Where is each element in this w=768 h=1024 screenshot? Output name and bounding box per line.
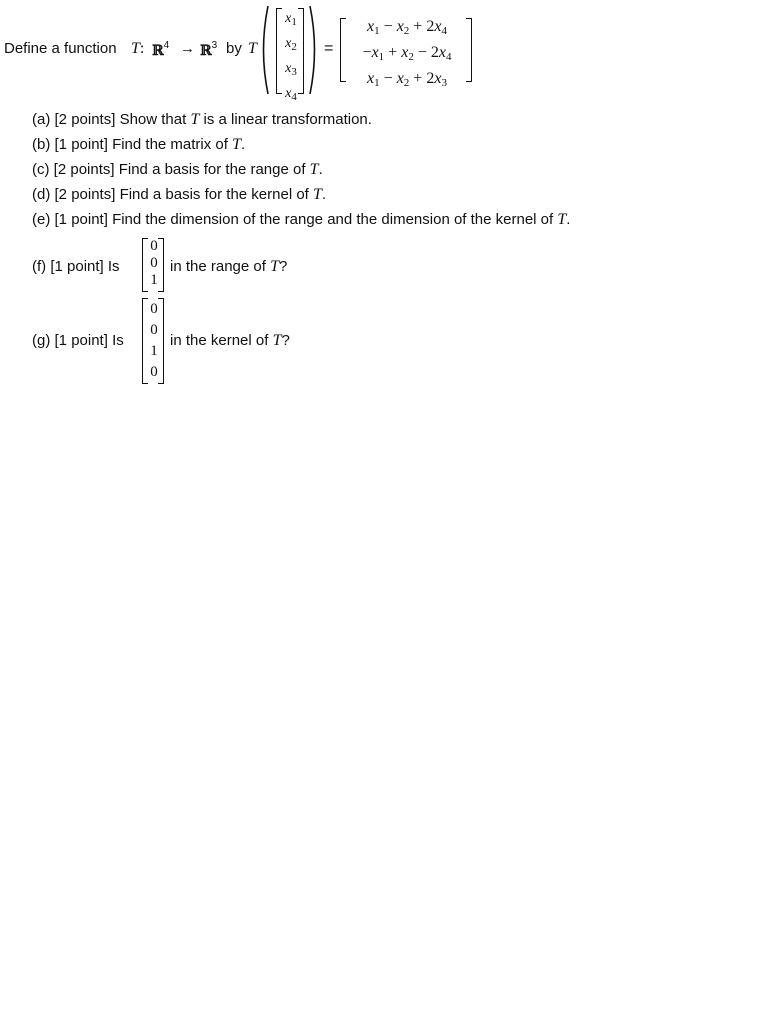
question-label: (e) [32, 211, 51, 228]
T-symbol: T [190, 111, 200, 128]
question-label: (f) [32, 258, 47, 275]
input-x1: $x_1$ [285, 11, 297, 28]
input-x3: $x_3$ [285, 61, 297, 78]
output-row-3: x1 − x2 + 2x3 [367, 70, 447, 89]
by-word: by [226, 40, 242, 57]
question-label: (b) [32, 136, 51, 153]
question-label: (d) [32, 186, 51, 203]
question-points: [1 point] [54, 332, 108, 349]
vector-f-entry: 0 [150, 255, 158, 271]
question-d: (d) [2 points] Find a basis for the kernel of T. [32, 186, 327, 203]
vector-g [146, 299, 162, 383]
question-b: (b) [1 point] Find the matrix of T. [32, 136, 246, 153]
vector-g-entry: 0 [150, 364, 158, 380]
output-vector [346, 16, 468, 94]
codomain-space: ℝ$^3$ [200, 40, 218, 59]
equals-sign: = [324, 40, 334, 57]
question-points: [1 point] [50, 258, 104, 275]
question-e: (e) [1 point] Find the dimension of the range and the dimension of the kernel of T. [32, 211, 571, 228]
question-a: (a) [2 points] Show that T is a linear transformation. [32, 111, 372, 128]
question-label: (a) [32, 111, 51, 128]
output-row-1: x1 − x2 + 2x4 [367, 18, 447, 37]
question-points: [1 point] [54, 211, 108, 228]
T-symbol: T [557, 211, 567, 228]
output-row-2: −x1 + x2 − 2x4 [362, 44, 452, 63]
vector-g-entry: 1 [150, 343, 158, 359]
input-vector [282, 8, 300, 108]
T-symbol: T [272, 332, 282, 349]
T-symbol: T [313, 186, 322, 203]
question-points: [2 points] [53, 161, 115, 178]
question-points: [2 points] [54, 186, 116, 203]
T-symbol: T [270, 258, 279, 275]
right-paren-icon [308, 4, 320, 96]
function-symbol: T: [131, 40, 145, 57]
vector-g-entry: 0 [150, 322, 158, 338]
input-x4: $x_4$ [285, 86, 297, 103]
question-label: (c) [32, 161, 50, 178]
question-points: [1 point] [54, 136, 108, 153]
question-points: [2 points] [54, 111, 116, 128]
question-c: (c) [2 points] Find a basis for the range of T. [32, 161, 323, 178]
question-label: (g) [32, 332, 51, 349]
function-symbol-applied: T [248, 40, 257, 57]
vector-f-entry: 0 [150, 238, 158, 254]
vector-f-entry: 1 [150, 272, 158, 288]
domain-space: ℝ$^4$ [152, 40, 170, 59]
maps-to-arrow: → [180, 40, 195, 57]
T-symbol: T [232, 136, 242, 153]
vector-g-entry: 0 [150, 301, 158, 317]
vector-f [146, 238, 162, 289]
input-x2: $x_2$ [285, 36, 297, 53]
T-symbol: T [309, 161, 319, 178]
left-paren-icon [258, 4, 270, 96]
define-prefix: Define a function [4, 40, 117, 57]
